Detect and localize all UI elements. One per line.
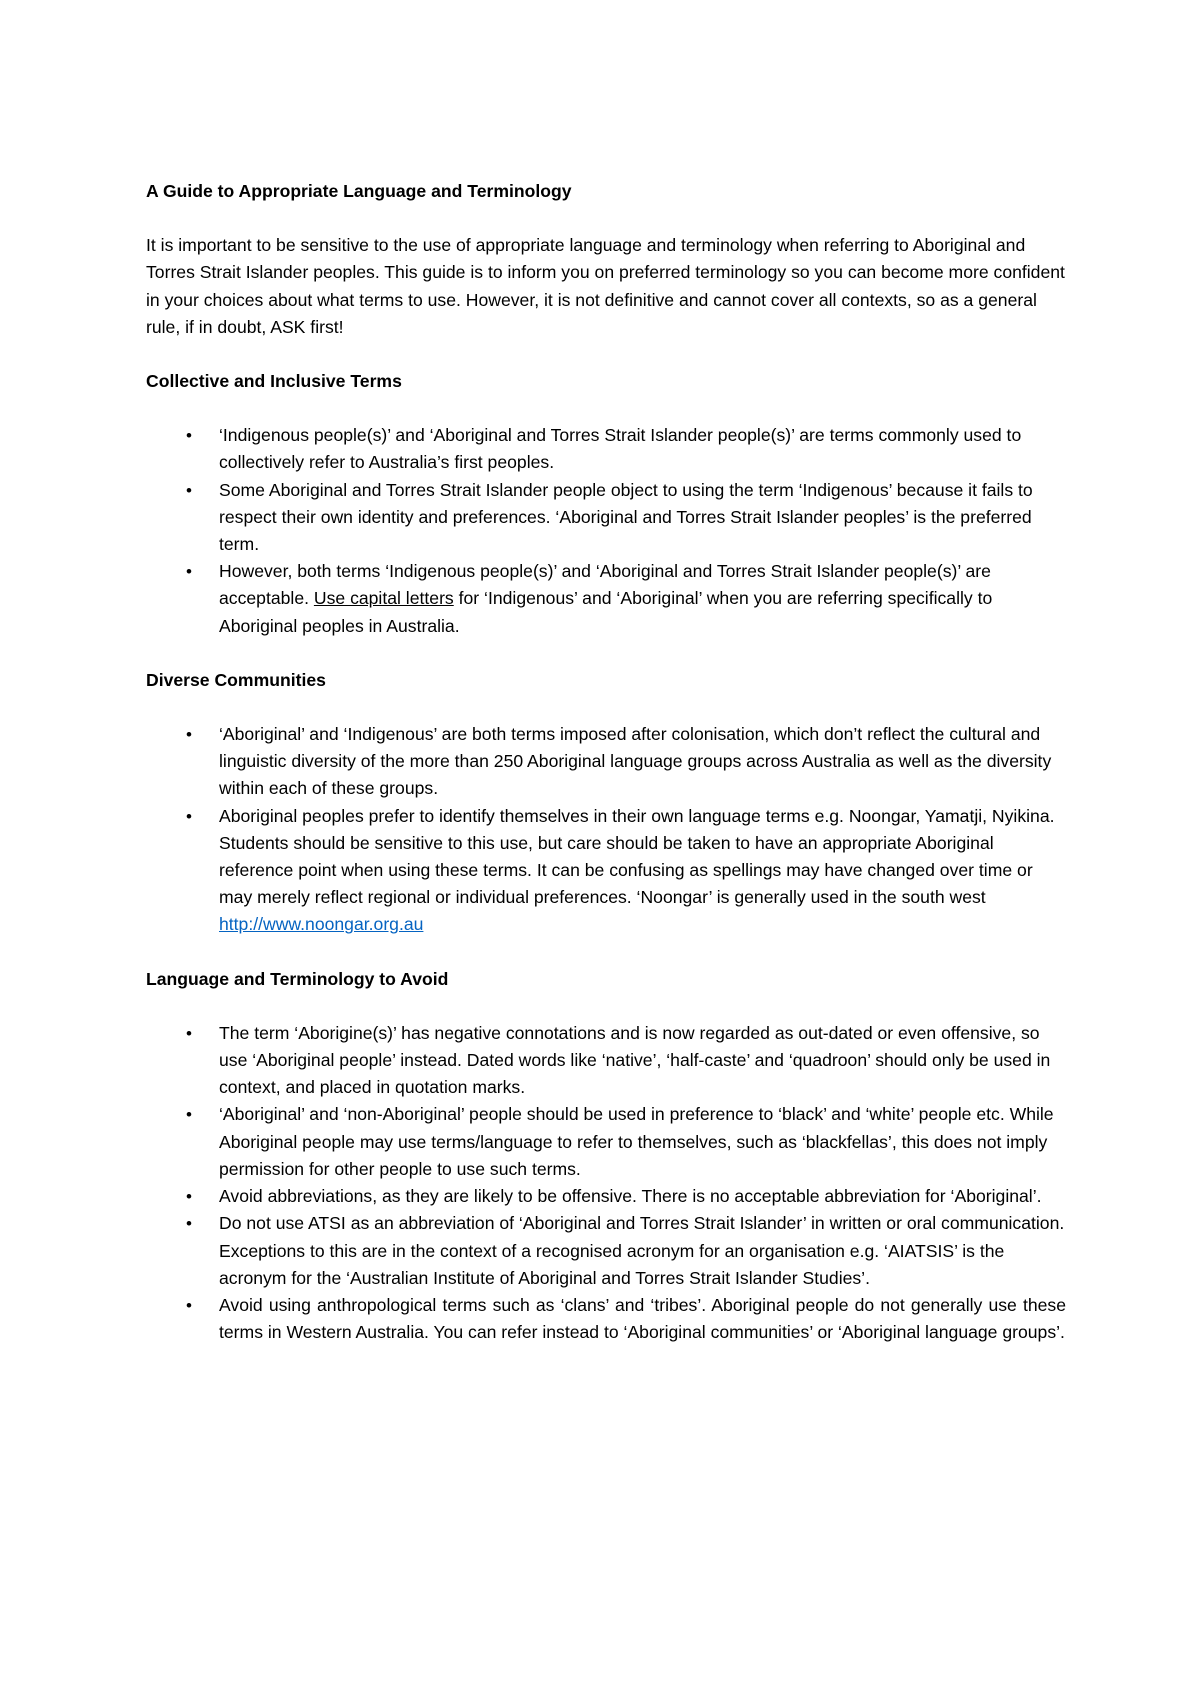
section-heading-terms-to-avoid: Language and Terminology to Avoid bbox=[146, 968, 449, 989]
bullet-icon: • bbox=[186, 1295, 192, 1315]
list-item-text bbox=[219, 806, 1055, 935]
list-item bbox=[146, 1101, 1066, 1183]
list-item bbox=[146, 558, 1066, 640]
spacer bbox=[146, 993, 1066, 1020]
list-item-text-part: for ‘Indigenous’ and ‘Aboriginal’ when you are referring specifically to Aboriginal peoples in Australia. bbox=[219, 588, 993, 636]
bullet-icon: • bbox=[186, 562, 192, 582]
list-item bbox=[146, 1020, 1066, 1102]
list-item-text: Do not use ATSI as an abbreviation of ‘Aboriginal and Torres Strait Islander’ in written or oral communication. Exceptions to this are in the context of a recognised acronym for an organisation e.g. ‘AIATSIS’ is the acronym for the ‘Australian Institute of Aboriginal and Torres Strait Islander Studies’. bbox=[219, 1213, 1065, 1288]
list-item-text bbox=[219, 561, 992, 635]
bullet-list-collective-inclusive bbox=[146, 422, 1066, 640]
bullet-icon: • bbox=[186, 480, 192, 500]
bullet-icon: • bbox=[186, 1105, 192, 1125]
intro-paragraph: It is important to be sensitive to the use of appropriate language and terminology when referring to Aboriginal and Torres Strait Islander peoples. This guide is to inform you on preferred terminology so you can become more confident in your choices about what terms to use. However, it is not definitive and cannot cover all contexts, so as a general rule, if in doubt, ASK first! bbox=[146, 235, 1065, 337]
bullet-list-diverse-communities bbox=[146, 721, 1066, 939]
list-item-text-part: Aboriginal peoples prefer to identify themselves in their own language terms e.g. Noongar, Yamatji, Nyikina. Students should be sensitive to this use, but care should be taken to have an appropriate Aboriginal reference point when using these terms. It can be confusing as spellings may have changed over time or may merely reflect regional or individual preferences. ‘Noongar’ is generally used in the south west bbox=[219, 805, 1055, 908]
underlined-emphasis: Use capital letters bbox=[313, 588, 454, 609]
spacer bbox=[146, 205, 1066, 232]
list-item bbox=[146, 422, 1066, 476]
spacer bbox=[146, 640, 1066, 667]
bullet-icon: • bbox=[186, 1214, 192, 1234]
list-item-text: Some Aboriginal and Torres Strait Islander people object to using the term ‘Indigenous’ because it fails to respect their own identity and preferences. ‘Aboriginal and Torres Strait Islander peoples’ is the preferred term. bbox=[219, 479, 1033, 555]
list-item-text: Avoid using anthropological terms such as ‘clans’ and ‘tribes’. Aboriginal people do not generally use these terms in Western Australia. You can refer instead to ‘Aboriginal communities’ or ‘Aboriginal language groups’. bbox=[219, 1294, 1066, 1343]
spacer bbox=[146, 395, 1066, 422]
list-item bbox=[146, 1210, 1066, 1292]
list-item bbox=[146, 721, 1066, 803]
spacer bbox=[146, 694, 1066, 721]
document-title: A Guide to Appropriate Language and Terminology bbox=[146, 181, 572, 201]
list-item-text-part: However, both terms ‘Indigenous people(s)’ and ‘Aboriginal and Torres Strait Islander people(s)’ are acceptable. bbox=[219, 561, 991, 609]
list-item-text: Avoid abbreviations, as they are likely to be offensive. There is no acceptable abbreviation for ‘Aboriginal’. bbox=[219, 1186, 1042, 1207]
list-item-text: ‘Aboriginal’ and ‘non-Aboriginal’ people should be used in preference to ‘black’ and ‘white’ people etc. While Aboriginal people may use terms/language to refer to themselves, such as ‘blackfellas’, this does not imply permission for other people to use such terms. bbox=[219, 1104, 1054, 1179]
bullet-icon: • bbox=[186, 806, 192, 826]
list-item bbox=[146, 1183, 1066, 1210]
list-item-text: ‘Aboriginal’ and ‘Indigenous’ are both terms imposed after colonisation, which don’t reflect the cultural and linguistic diversity of the more than 250 Aboriginal language groups across Australia as well as the diversity within each of these groups. bbox=[219, 724, 1052, 799]
list-item bbox=[146, 477, 1066, 559]
section-heading-diverse-communities: Diverse Communities bbox=[146, 669, 326, 690]
bullet-icon: • bbox=[186, 426, 192, 446]
bullet-icon: • bbox=[186, 725, 192, 745]
spacer bbox=[146, 939, 1066, 966]
section-heading-collective-inclusive: Collective and Inclusive Terms bbox=[146, 371, 402, 392]
list-item-text: The term ‘Aborigine(s)’ has negative connotations and is now regarded as out-dated or even offensive, so use ‘Aboriginal people’ instead. Dated words like ‘native’, ‘half-caste’ and ‘quadroon’ should only be used in context, and placed in quotation marks. bbox=[219, 1022, 1051, 1098]
list-item-text: ‘Indigenous people(s)’ and ‘Aboriginal and Torres Strait Islander people(s)’ are terms commonly used to collectively refer to Australia’s first peoples. bbox=[219, 425, 1022, 473]
bullet-icon: • bbox=[186, 1023, 192, 1043]
list-item bbox=[146, 803, 1066, 939]
list-item bbox=[146, 1292, 1066, 1346]
spacer bbox=[146, 341, 1066, 368]
document-page bbox=[146, 178, 1066, 1346]
noongar-website-link[interactable]: http://www.noongar.org.au bbox=[219, 914, 424, 935]
bullet-icon: • bbox=[186, 1187, 192, 1207]
bullet-list-terms-to-avoid bbox=[146, 1020, 1066, 1346]
